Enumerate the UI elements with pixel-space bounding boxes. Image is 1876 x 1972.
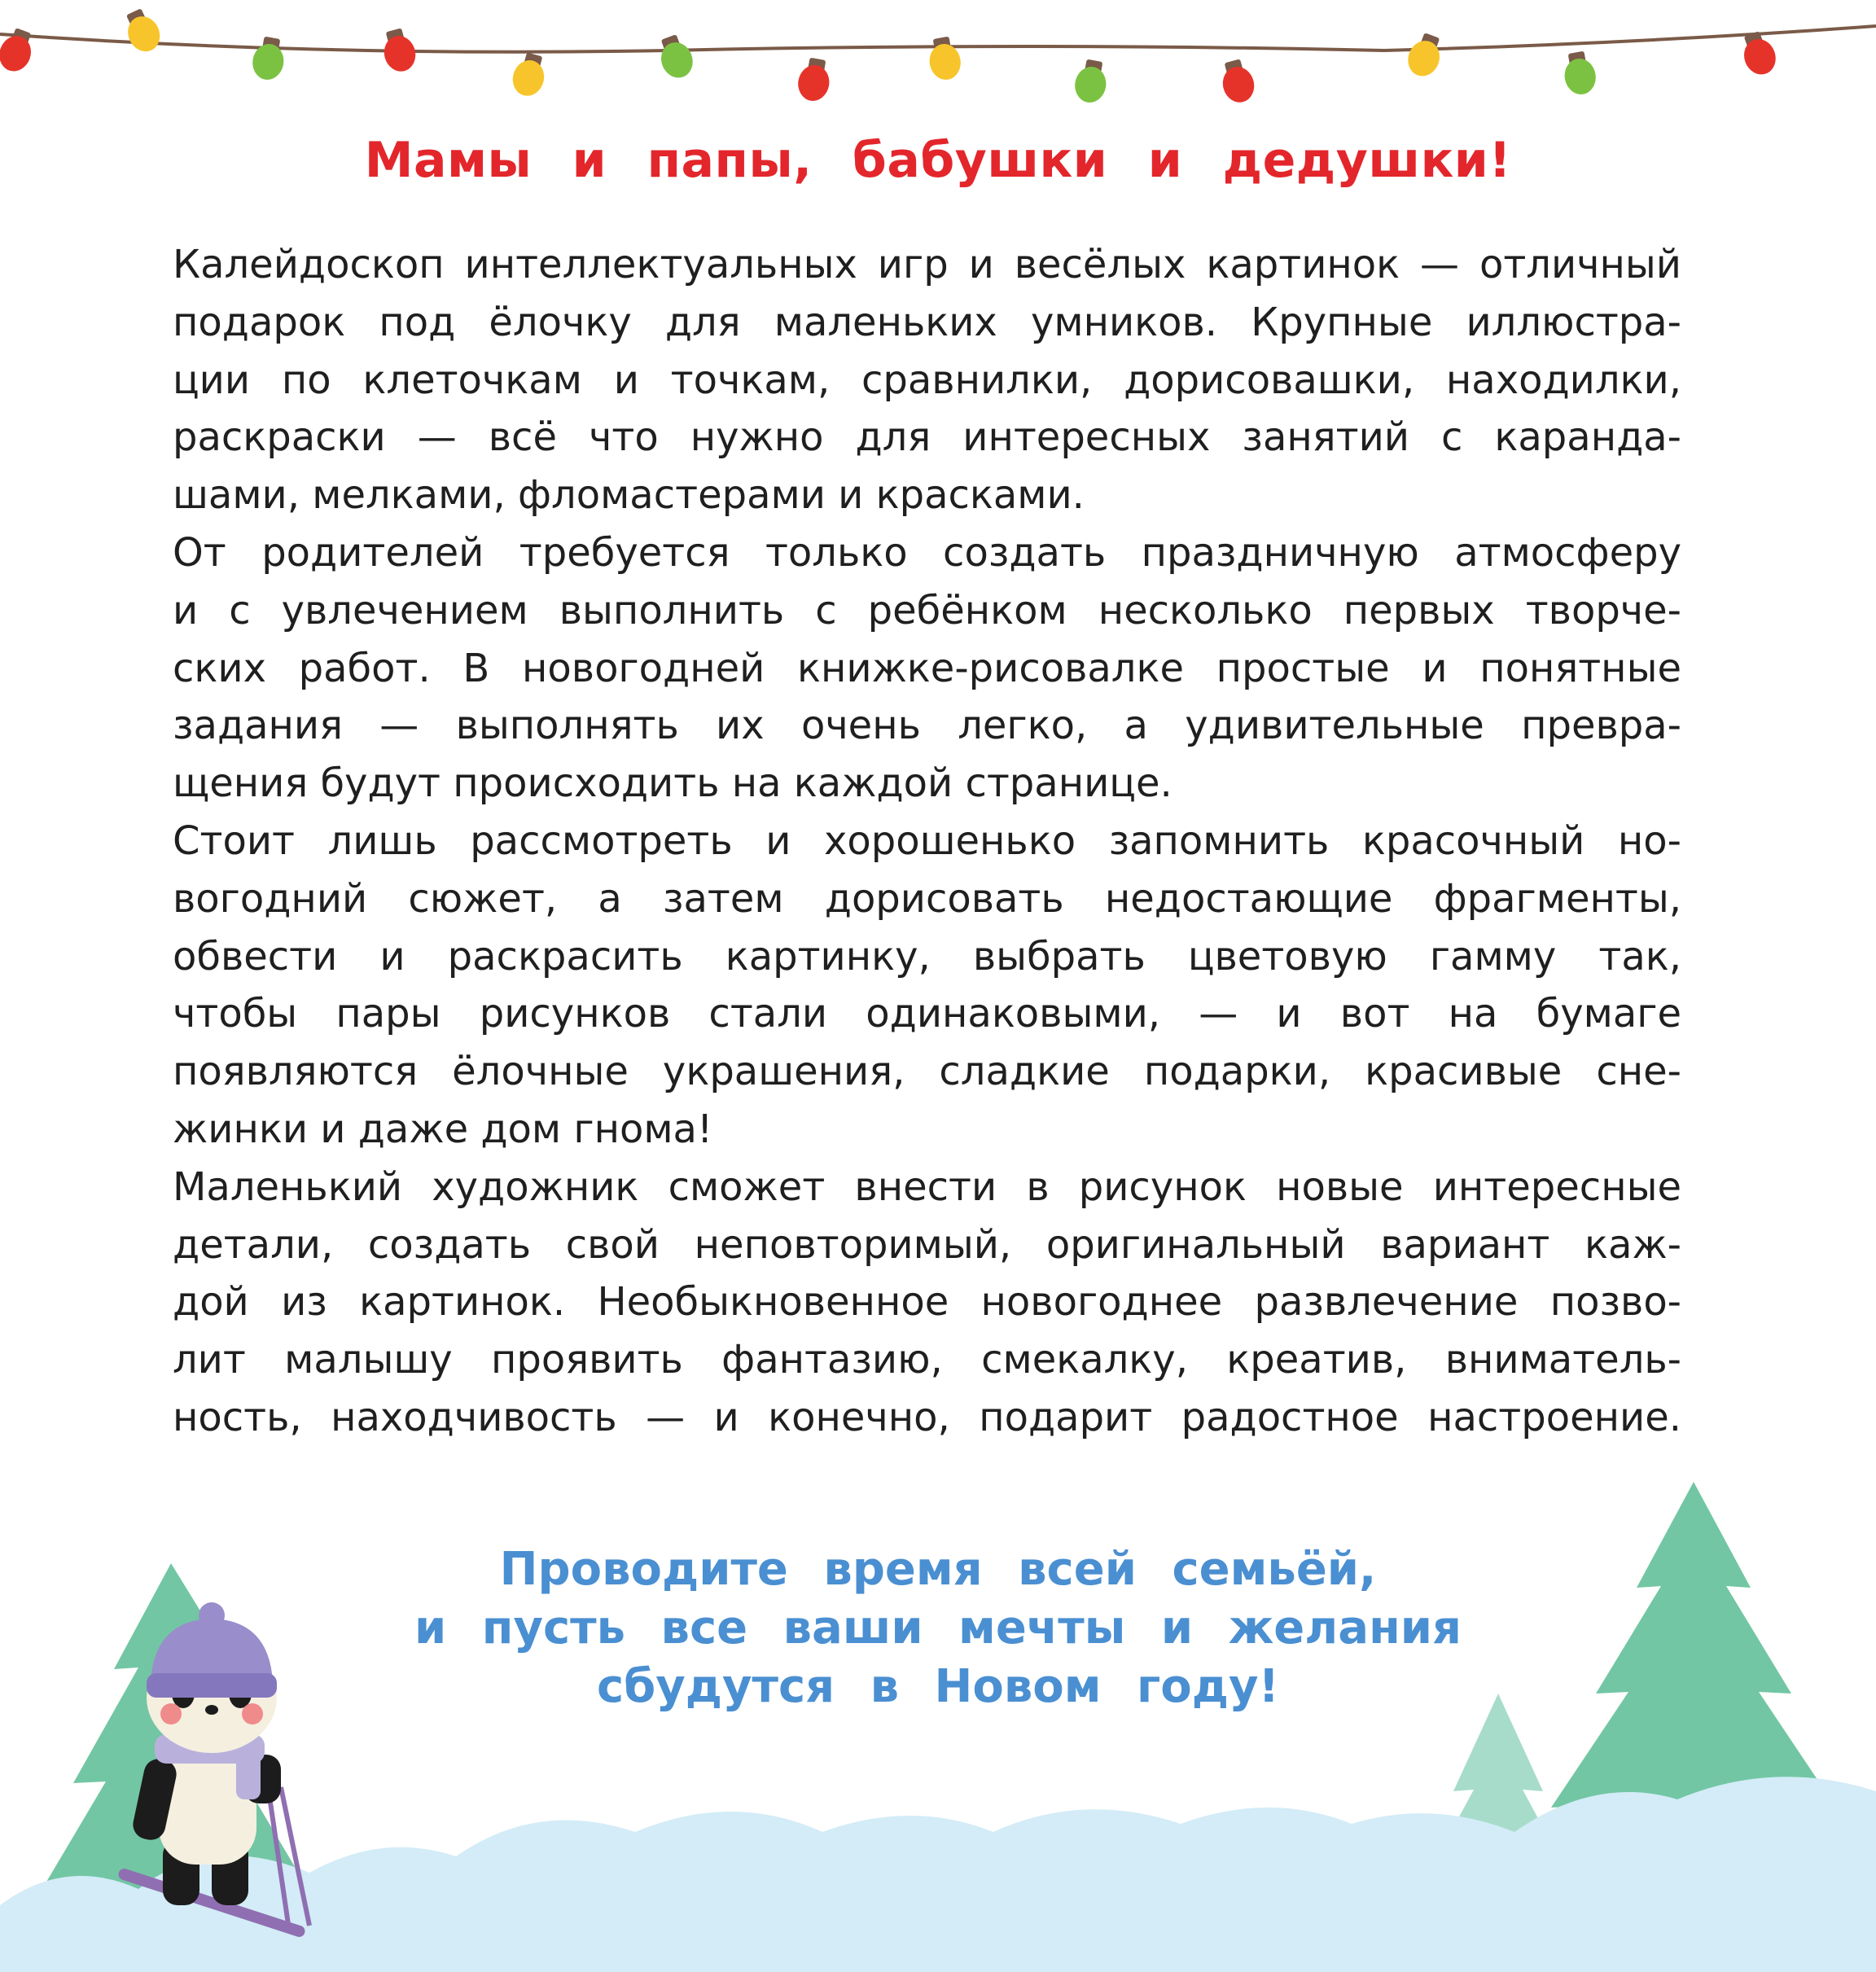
garland-bulb bbox=[796, 56, 833, 103]
closing-message bbox=[0, 1540, 1876, 1716]
paragraph-3 bbox=[173, 813, 1681, 1159]
garland-lights bbox=[0, 0, 1876, 138]
text-line: лит малышу проявить фантазию, смекалку, креатив, вниматель- bbox=[173, 1337, 1681, 1383]
closing-line: сбудутся в Новом году! bbox=[596, 1660, 1280, 1713]
text-line: щения будут происходить на каждой странице. bbox=[173, 760, 1172, 807]
garland-bulb bbox=[0, 25, 38, 76]
text-line: детали, создать свой неповторимый, оригинальный вариант каж- bbox=[173, 1221, 1681, 1268]
closing-line: и пусть все ваши мечты и желания bbox=[414, 1602, 1462, 1654]
garland-bulb bbox=[654, 32, 697, 82]
garland-bulb bbox=[1403, 30, 1446, 81]
text-line: шами, мелками, фломастерами и красками. bbox=[173, 472, 1085, 519]
text-line: Стоит лишь рассмотреть и хорошенько запомнить красочный но- bbox=[173, 817, 1681, 864]
text-line: жинки и даже дом гнома! bbox=[173, 1106, 713, 1152]
text-line: появляются ёлочные украшения, сладкие подарки, красивые сне- bbox=[173, 1049, 1681, 1095]
garland-bulb bbox=[1217, 57, 1258, 106]
garland-bulb bbox=[379, 26, 419, 75]
page-title: Мамы и папы, бабушки и дедушки! bbox=[364, 132, 1512, 189]
text-line: От родителей требуется только создать праздничную атмосферу bbox=[173, 529, 1681, 576]
body-text bbox=[173, 236, 1681, 1447]
text-line: дой из картинок. Необыкновенное новогоднее развлечение позво- bbox=[173, 1279, 1681, 1326]
paragraph-2 bbox=[173, 524, 1681, 813]
text-line: ность, находчивость — и конечно, подарит радостное настроение. bbox=[173, 1394, 1681, 1440]
text-line: чтобы пары рисунков стали одинаковыми, — и вот на бумаге bbox=[173, 991, 1681, 1037]
paragraph-4 bbox=[173, 1159, 1681, 1447]
text-line: Калейдоскоп интеллектуальных игр и весёлых картинок — отличный bbox=[173, 242, 1681, 287]
garland-bulb bbox=[120, 5, 165, 56]
text-line: ции по клеточкам и точкам, сравнилки, дорисовашки, находилки, bbox=[173, 357, 1681, 403]
garland-bulb bbox=[1561, 50, 1598, 97]
garland-bulb bbox=[926, 35, 963, 82]
text-line: раскраски — всё что нужно для интересных занятий с каранда- bbox=[173, 414, 1681, 461]
text-line: Маленький художник сможет внести в рисунок новые интересные bbox=[173, 1163, 1681, 1210]
closing-line: Проводите время всей семьёй, bbox=[499, 1543, 1377, 1596]
garland-bulb bbox=[1072, 58, 1110, 105]
paragraph-1 bbox=[173, 236, 1681, 524]
text-line: и с увлечением выполнить с ребёнком несколько первых творче- bbox=[173, 587, 1681, 633]
garland-bulb bbox=[509, 50, 550, 99]
text-line: обвести и раскрасить картинку, выбрать цветовую гамму так, bbox=[173, 933, 1681, 979]
text-line: вогодний сюжет, а затем дорисовать недостающие фрагменты, bbox=[173, 875, 1681, 922]
text-line: ских работ. В новогодней книжке-рисовалке простые и понятные bbox=[173, 645, 1681, 691]
garland-bulb bbox=[250, 35, 287, 82]
text-line: подарок под ёлочку для маленьких умников. Крупные иллюстра- bbox=[173, 299, 1681, 345]
text-line: задания — выполнять их очень легко, а удивительные превра- bbox=[173, 703, 1681, 749]
